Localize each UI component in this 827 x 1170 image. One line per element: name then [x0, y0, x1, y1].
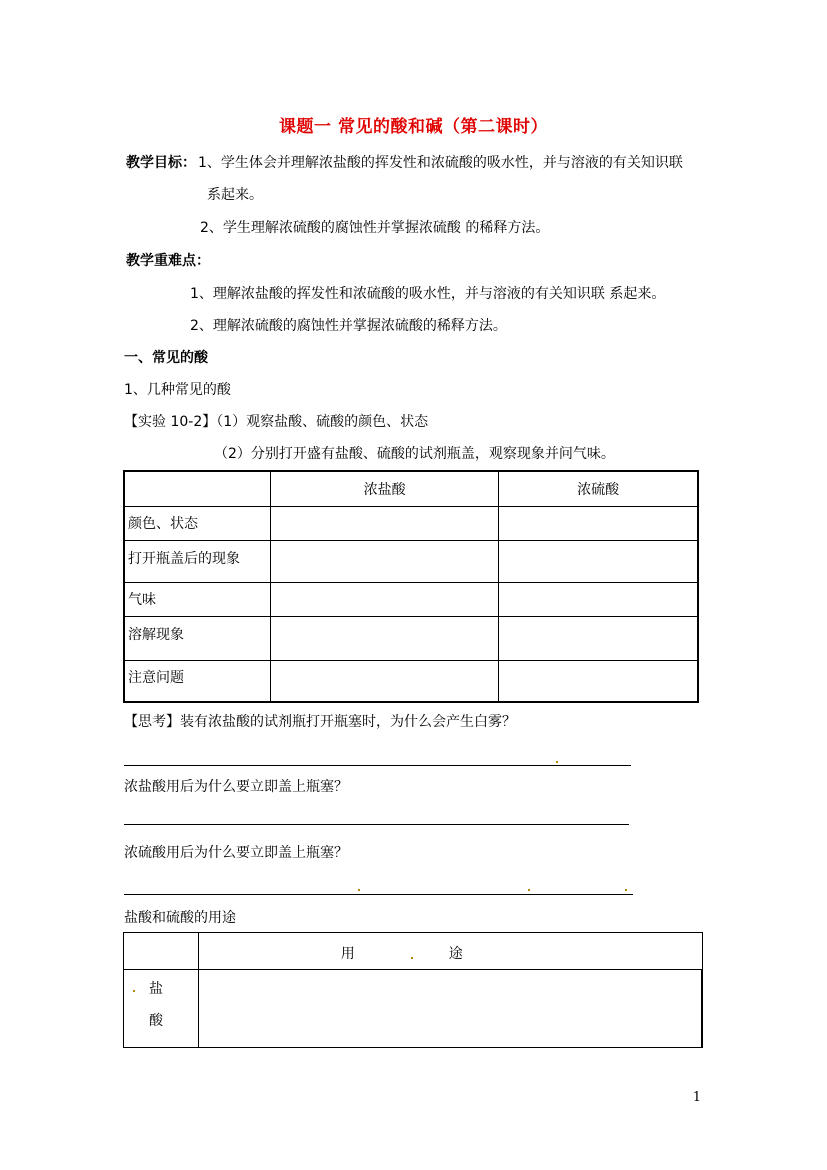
table-header-row — [124, 471, 698, 506]
table-row — [124, 970, 703, 1048]
ink-speck — [358, 889, 360, 891]
cell-hcl-precautions[interactable] — [271, 660, 499, 702]
row-label-hydrochloric-acid — [124, 970, 199, 1048]
subsection-heading: 1、几种常见的酸 — [124, 382, 231, 398]
ink-speck — [528, 889, 530, 891]
cell-hcl-open-observation[interactable] — [271, 540, 499, 582]
table-row — [124, 506, 698, 540]
table-row — [124, 616, 698, 660]
row-label-dissolution: 溶解现象 — [124, 616, 271, 660]
table-row — [124, 660, 698, 702]
row-label-smell: 气味 — [124, 582, 271, 616]
table-header-h2so4: 浓硫酸 — [499, 471, 698, 506]
row-label-precautions: 注意问题 — [124, 660, 271, 702]
page-number: 1 — [692, 1090, 701, 1105]
cell-h2so4-smell[interactable] — [499, 582, 698, 616]
ink-speck — [411, 957, 413, 959]
table-row — [124, 540, 698, 582]
uses-header-char-2: 途 — [448, 946, 463, 962]
table-row — [124, 582, 698, 616]
cell-hcl-smell[interactable] — [271, 582, 499, 616]
uses-header-empty — [124, 933, 199, 970]
acid-uses-table — [123, 932, 703, 1048]
objective-1: 1、学生体会并理解浓盐酸的挥发性和浓硫酸的吸水性，并与溶液的有关知识联 — [198, 155, 683, 171]
difficulty-1: 1、理解浓盐酸的挥发性和浓硫酸的吸水性，并与溶液的有关知识联 系起来。 — [190, 286, 666, 302]
uses-header — [198, 933, 702, 970]
row-label-char-2: 酸 — [149, 1013, 163, 1029]
question-2: 浓盐酸用后为什么要立即盖上瓶塞？ — [124, 779, 348, 795]
acid-properties-table — [123, 470, 699, 703]
experiment-step-2: （2）分别打开盛有盐酸、硫酸的试剂瓶盖，观察现象并问气味。 — [214, 446, 615, 462]
cell-hcl-dissolution[interactable] — [271, 616, 499, 660]
ink-speck — [625, 889, 627, 891]
ink-speck — [556, 761, 558, 763]
table-header-empty — [124, 471, 271, 506]
cell-h2so4-color-state[interactable] — [499, 506, 698, 540]
difficulties-label: 教学重难点： — [126, 253, 210, 269]
section-heading: 一、常见的酸 — [124, 350, 208, 366]
row-label-char-1: 盐 — [149, 981, 163, 997]
cell-h2so4-open-observation[interactable] — [499, 540, 698, 582]
objectives-label: 教学目标： — [126, 155, 196, 171]
question-1: 【思考】装有浓盐酸的试剂瓶打开瓶塞时，为什么会产生白雾？ — [124, 714, 516, 730]
uses-heading: 盐酸和硫酸的用途 — [124, 910, 236, 926]
table-header-hcl: 浓盐酸 — [271, 471, 499, 506]
row-label-color-state: 颜色、状态 — [124, 506, 271, 540]
uses-header-char-1: 用 — [340, 946, 355, 962]
cell-h2so4-precautions[interactable] — [499, 660, 698, 702]
experiment-step-1: 【实验 10-2】（1）观察盐酸、硫酸的颜色、状态 — [124, 414, 429, 430]
page-title: 课题一 常见的酸和碱（第二课时） — [279, 117, 548, 137]
row-label-open-observation: 打开瓶盖后的现象 — [124, 540, 271, 582]
answer-line-3[interactable] — [124, 894, 633, 895]
question-3: 浓硫酸用后为什么要立即盖上瓶塞？ — [124, 845, 348, 861]
table-header-row — [124, 933, 703, 970]
difficulty-2: 2、理解浓硫酸的腐蚀性并掌握浓硫酸的稀释方法。 — [190, 318, 507, 334]
ink-speck — [133, 990, 135, 992]
answer-line-2[interactable] — [124, 824, 629, 825]
cell-hcl-color-state[interactable] — [271, 506, 499, 540]
cell-hydrochloric-acid-uses[interactable] — [198, 970, 702, 1048]
objective-1-continued: 系起来。 — [207, 187, 263, 203]
cell-h2so4-dissolution[interactable] — [499, 616, 698, 660]
answer-line-1[interactable] — [124, 765, 631, 766]
objective-2: 2、学生理解浓硫酸的腐蚀性并掌握浓硫酸 的稀释方法。 — [200, 220, 550, 236]
